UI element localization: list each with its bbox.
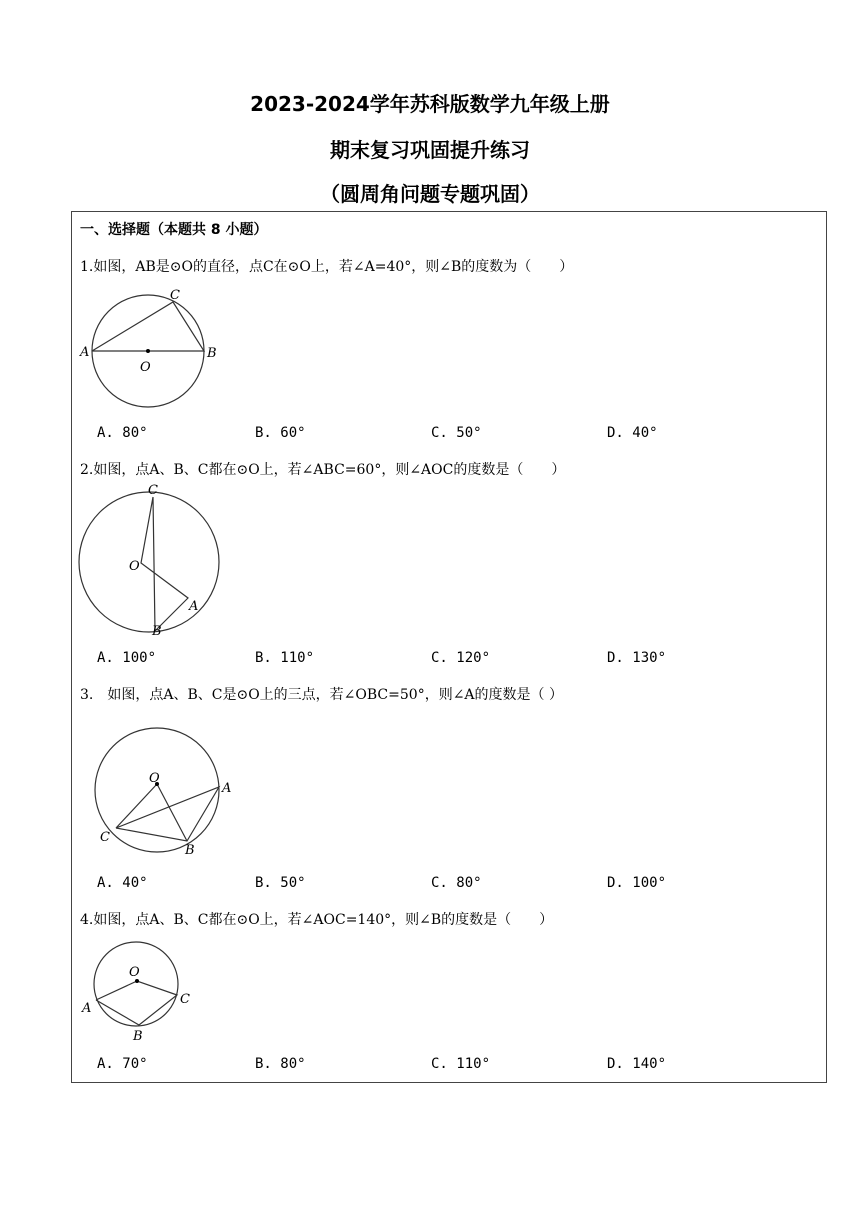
question-1-stem: 1.如图，AB是⊙O的直径，点C在⊙O上，若∠A=40°，则∠B的度数为（ ） [80,259,574,275]
question-3-figure [94,720,239,860]
title-line-1: 2023-2024学年苏科版数学九年级上册 [250,92,610,116]
question-4-option-c[interactable]: C. 110° [431,1056,491,1072]
question-2-option-a[interactable]: A. 100° [97,650,157,666]
question-1-label-b: B [207,346,217,361]
question-3-option-a[interactable]: A. 40° [97,875,148,891]
question-4-option-b[interactable]: B. 80° [255,1056,306,1072]
question-3-option-b[interactable]: B. 50° [255,875,306,891]
question-2-stem: 2.如图，点A、B、C都在⊙O上，若∠ABC=60°，则∠AOC的度数是（ ） [80,462,566,478]
question-2-option-d[interactable]: D. 130° [607,650,667,666]
question-3-label-c: C [100,830,110,845]
question-4-label-o: O [129,965,140,980]
question-1-option-b[interactable]: B. 60° [255,425,306,441]
question-4-figure [80,940,200,1045]
question-3-stem: 3. 如图，点A、B、C是⊙O上的三点，若∠OBC=50°，则∠A的度数是（ ） [80,687,563,703]
question-3-label-b: B [185,843,195,858]
question-2-figure [78,484,218,639]
question-1-label-a: A [80,345,90,360]
question-3-label-a: A [222,781,232,796]
question-1-label-o: O [140,360,151,375]
title-line-2: 期末复习巩固提升练习 [330,138,530,162]
question-2-label-a: A [189,599,199,614]
question-3-option-d[interactable]: D. 100° [607,875,667,891]
question-4-label-a: A [82,1001,92,1016]
question-4-stem: 4.如图，点A、B、C都在⊙O上，若∠AOC=140°，则∠B的度数是（ ） [80,912,554,928]
question-1-label-c: C [170,288,180,303]
question-2-label-c: C [148,483,158,498]
question-3-option-c[interactable]: C. 80° [431,875,482,891]
question-4-option-d[interactable]: D. 140° [607,1056,667,1072]
question-1-figure [78,286,228,416]
question-2-option-c[interactable]: C. 120° [431,650,491,666]
question-3-label-o: O [149,771,160,786]
question-4-label-c: C [180,992,190,1007]
question-1-option-d[interactable]: D. 40° [607,425,658,441]
title-line-3: （圆周角问题专题巩固） [320,182,540,206]
question-4-label-b: B [133,1029,143,1044]
section-heading: 一、选择题（本题共 8 小题） [80,222,268,238]
question-2-label-b: B [152,624,162,639]
question-1-option-a[interactable]: A. 80° [97,425,148,441]
question-2-label-o: O [129,559,140,574]
question-1-option-c[interactable]: C. 50° [431,425,482,441]
question-2-option-b[interactable]: B. 110° [255,650,315,666]
question-4-option-a[interactable]: A. 70° [97,1056,148,1072]
